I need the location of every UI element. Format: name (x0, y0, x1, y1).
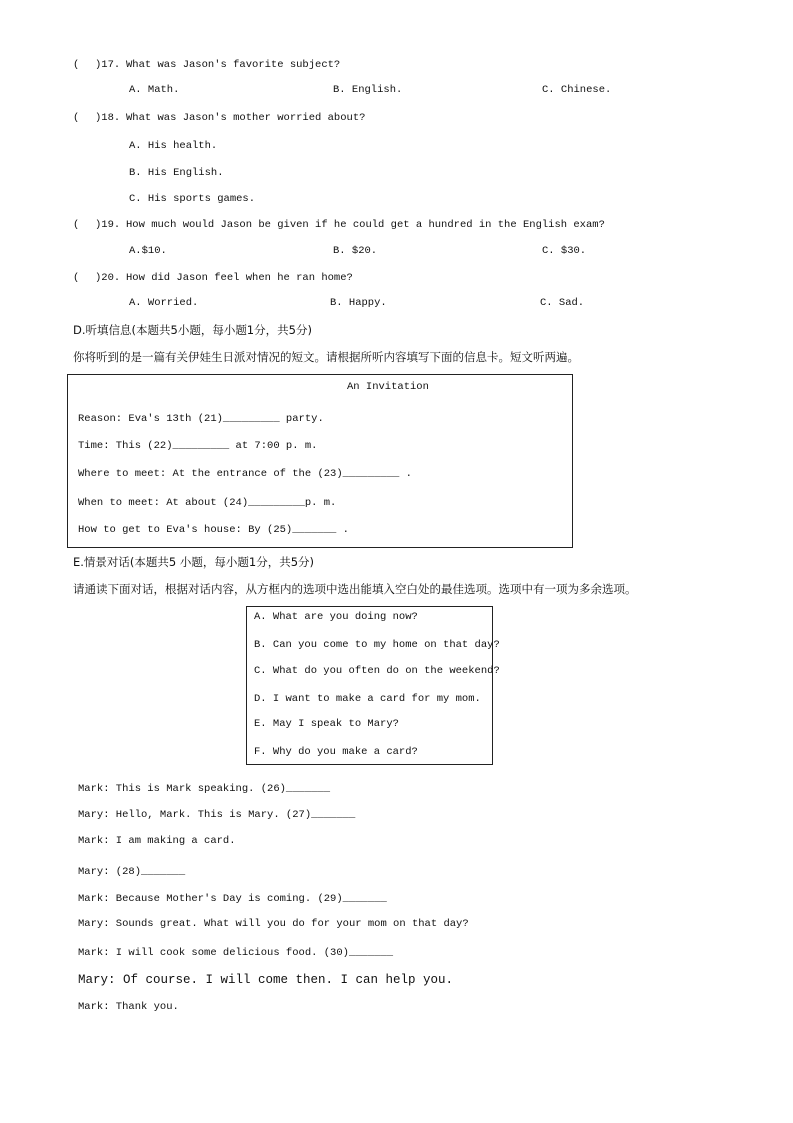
section-e-instruction: 请通读下面对话，根据对话内容，从方框内的选项中选出能填入空白处的最佳选项。选项中有一项为多余选项。 (73, 582, 637, 596)
section-d-heading: D.听填信息(本题共5小题，每小题1分，共5分) (73, 323, 312, 337)
question-17-option-b: B. English. (333, 84, 403, 96)
question-20-number: )20. (95, 272, 121, 284)
invitation-line-how: How to get to Eva's house: By (25)_______ . (78, 524, 349, 536)
question-17-option-a: A. Math. (129, 84, 180, 96)
options-box (246, 606, 493, 765)
dialogue-line-1: Mark: This is Mark speaking. (26)_______ (78, 783, 331, 795)
question-18-option-a: A. His health. (129, 140, 218, 152)
question-18-number: )18. (95, 112, 121, 124)
question-19-option-b: B. $20. (333, 245, 378, 257)
dialogue-line-9: Mark: Thank you. (78, 1001, 179, 1013)
option-f: F. Why do you make a card? (254, 746, 418, 758)
question-17-number: )17. (95, 59, 121, 71)
dialogue-line-8: Mary: Of course. I will come then. I can help you. (78, 973, 454, 987)
option-a: A. What are you doing now? (254, 611, 418, 623)
dialogue-line-7: Mark: I will cook some delicious food. (30)_______ (78, 947, 394, 959)
question-19-option-c: C. $30. (542, 245, 587, 257)
option-b: B. Can you come to my home on that day? (254, 639, 500, 651)
dialogue-line-5: Mark: Because Mother's Day is coming. (29)_______ (78, 893, 387, 905)
invitation-line-where: Where to meet: At the entrance of the (23)_________ . (78, 468, 412, 480)
question-17-text: What was Jason's favorite subject? (126, 59, 341, 71)
dialogue-line-6: Mary: Sounds great. What will you do for your mom on that day? (78, 918, 469, 930)
question-19-text: How much would Jason be given if he could get a hundred in the English exam? (126, 219, 605, 231)
option-d: D. I want to make a card for my mom. (254, 693, 481, 705)
question-17-paren: ( (73, 59, 80, 71)
dialogue-line-3: Mark: I am making a card. (78, 835, 236, 847)
question-17-option-c: C. Chinese. (542, 84, 612, 96)
question-20-option-a: A. Worried. (129, 297, 199, 309)
question-20-option-c: C. Sad. (540, 297, 585, 309)
dialogue-line-4: Mary: (28)_______ (78, 866, 186, 878)
question-20-text: How did Jason feel when he ran home? (126, 272, 353, 284)
invitation-card (67, 374, 573, 548)
option-e: E. May I speak to Mary? (254, 718, 399, 730)
invitation-line-reason: Reason: Eva's 13th (21)_________ party. (78, 413, 324, 425)
question-19-paren: ( (73, 219, 80, 231)
question-19-number: )19. (95, 219, 121, 231)
question-18-option-c: C. His sports games. (129, 193, 256, 205)
section-e-heading: E.情景对话(本题共5 小题，每小题1分，共5分) (73, 555, 314, 569)
question-18-paren: ( (73, 112, 80, 124)
invitation-line-time: Time: This (22)_________ at 7:00 p. m. (78, 440, 318, 452)
question-20-option-b: B. Happy. (330, 297, 387, 309)
invitation-title: An Invitation (347, 381, 429, 393)
invitation-line-when: When to meet: At about (24)_________p. m. (78, 497, 337, 509)
dialogue-line-2: Mary: Hello, Mark. This is Mary. (27)_______ (78, 809, 356, 821)
question-20-paren: ( (73, 272, 80, 284)
question-18-option-b: B. His English. (129, 167, 224, 179)
question-19-option-a: A.$10. (129, 245, 167, 257)
option-c: C. What do you often do on the weekend? (254, 665, 500, 677)
question-18-text: What was Jason's mother worried about? (126, 112, 366, 124)
section-d-instruction: 你将听到的是一篇有关伊娃生日派对情况的短文。请根据所听内容填写下面的信息卡。短文听两遍。 (73, 350, 579, 364)
